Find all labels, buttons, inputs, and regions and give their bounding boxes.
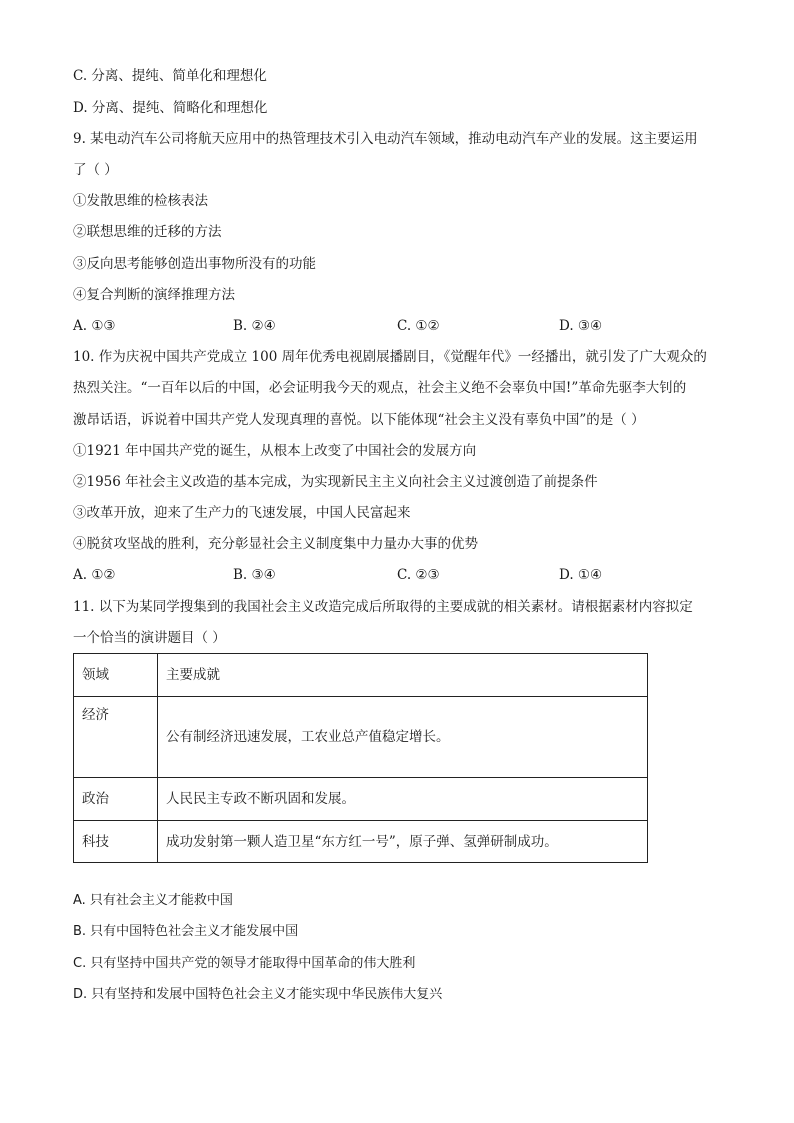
q10-item-2: ②1956 年社会主义改造的基本完成，为实现新民主主义向社会主义过渡创造了前提条件 (73, 474, 598, 490)
q9-stem-line1: 9. 某电动汽车公司将航天应用中的热管理技术引入电动汽车领域，推动电动汽车产业的发展。这主要运用 (73, 131, 698, 147)
table-row (74, 778, 648, 821)
q11-stem-line1: 11. 以下为某同学搜集到的我国社会主义改造完成后所取得的主要成就的相关素材。请根据素材内容拟定 (73, 599, 693, 615)
table-row (74, 697, 648, 778)
q10-stem-line1: 10. 作为庆祝中国共产党成立 100 周年优秀电视剧展播剧目，《觉醒年代》一经播出，就引发了广大观众的 (73, 349, 707, 365)
q10-option-d[interactable]: D. ①④ (559, 567, 603, 583)
q10-option-a[interactable]: A. ①② (73, 567, 116, 583)
table-cell-achievement: 人民民主专政不断巩固和发展。 (158, 778, 648, 821)
q9-item-1: ①发散思维的检核表法 (73, 193, 208, 209)
q9-option-c[interactable]: C. ①② (397, 318, 440, 334)
q11-material-table (73, 653, 648, 863)
q11-option-d[interactable]: D. 只有坚持和发展中国特色社会主义才能实现中华民族伟大复兴 (73, 987, 443, 1002)
q9-item-2: ②联想思维的迁移的方法 (73, 224, 222, 240)
table-cell-achievement: 公有制经济迅速发展，工农业总产值稳定增长。 (158, 697, 648, 778)
q9-option-a[interactable]: A. ①③ (73, 318, 116, 334)
table-cell-field: 经济 (74, 697, 158, 778)
table-header-cell: 主要成就 (158, 654, 648, 697)
q11-stem-line2: 一个恰当的演讲题目（ ） (73, 630, 226, 646)
q9-item-4: ④复合判断的演绎推理方法 (73, 287, 235, 303)
table-cell-field: 科技 (74, 821, 158, 863)
q10-item-1: ①1921 年中国共产党的诞生，从根本上改变了中国社会的发展方向 (73, 443, 477, 459)
table-header-row (74, 654, 648, 697)
q9-stem-line2: 了（ ） (73, 162, 118, 178)
q10-option-c[interactable]: C. ②③ (397, 567, 440, 583)
q9-option-d[interactable]: D. ③④ (559, 318, 603, 334)
table-cell-field: 政治 (74, 778, 158, 821)
q10-stem-line3: 激昂话语，诉说着中国共产党人发现真理的喜悦。以下能体现“社会主义没有辜负中国”的是（ ） (73, 412, 645, 428)
q10-item-3: ③改革开放，迎来了生产力的飞速发展，中国人民富起来 (73, 505, 411, 521)
prev-option-c: C. 分离、提纯、简单化和理想化 (73, 68, 267, 84)
q10-stem-line2: 热烈关注。“一百年以后的中国，必会证明我今天的观点，社会主义绝不会辜负中国!”革命先驱李大钊的 (73, 380, 687, 396)
q11-option-a[interactable]: A. 只有社会主义才能救中国 (73, 893, 233, 908)
table-row (74, 821, 648, 863)
q11-option-b[interactable]: B. 只有中国特色社会主义才能发展中国 (73, 924, 299, 939)
q10-item-4: ④脱贫攻坚战的胜利，充分彰显社会主义制度集中力量办大事的优势 (73, 536, 478, 552)
q9-option-b[interactable]: B. ②④ (233, 318, 276, 334)
table-cell-achievement: 成功发射第一颗人造卫星“东方红一号”，原子弹、氢弹研制成功。 (158, 821, 648, 863)
q9-item-3: ③反向思考能够创造出事物所没有的功能 (73, 256, 316, 272)
table-header-cell: 领域 (74, 654, 158, 697)
q10-option-b[interactable]: B. ③④ (233, 567, 276, 583)
prev-option-d: D. 分离、提纯、简略化和理想化 (73, 100, 268, 116)
q11-option-c[interactable]: C. 只有坚持中国共产党的领导才能取得中国革命的伟大胜利 (73, 956, 416, 971)
